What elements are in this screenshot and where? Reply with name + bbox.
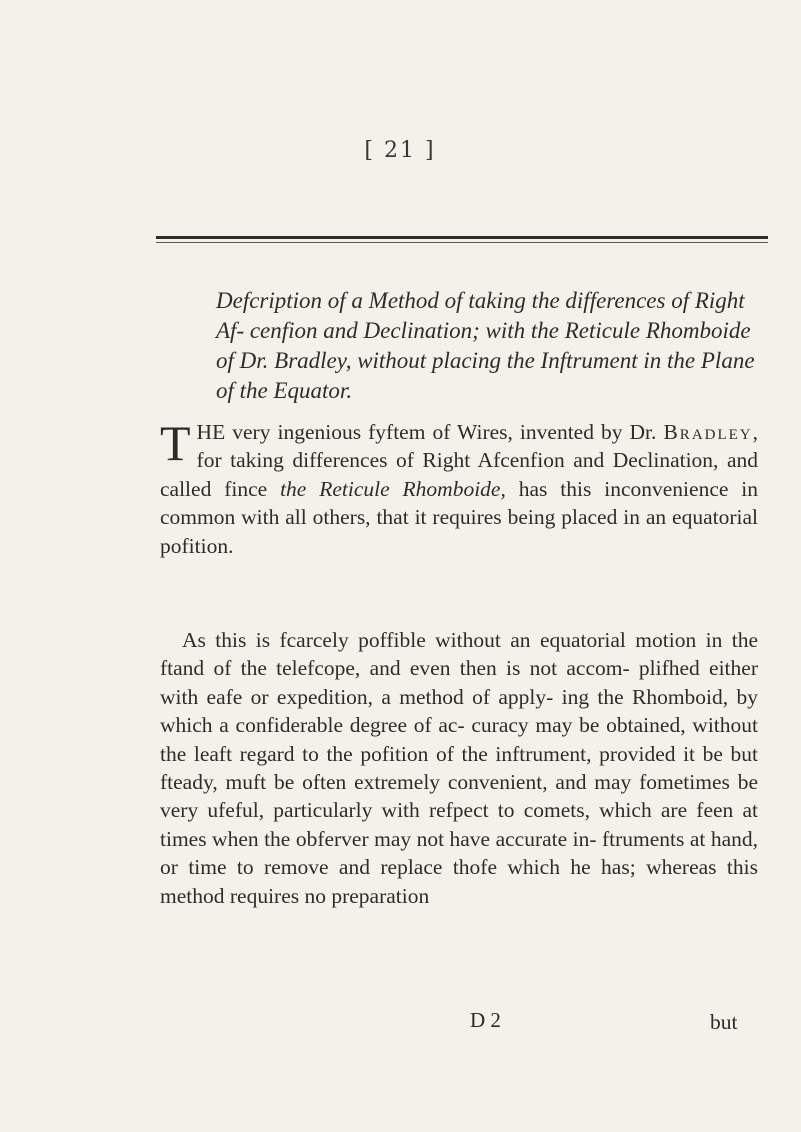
paragraph-2: As this is fcarcely poffible without an equatorial motion in the ftand of the telefcope, and even then is not accom- plifhed either with eafe or expedition, a method of apply- ing the Rhomboid, by which a confiderable degree of ac- curacy may be obtained, without the leaft regard to the pofition of the inftrument, provided it be but fteady, muft be often extremely convenient, and may fometimes be very ufeful, particularly with refpect to comets, which are feen at times when the obferver may not have accurate in- ftruments at hand, or time to remove and replace thofe which he has; whereas this method requires no preparation: [160, 628, 758, 908]
page-number: [ 21 ]: [364, 138, 436, 163]
p1-mid: , for taking differences of Right Afcenfion and Declination, and called fince: [160, 420, 759, 501]
header-rule: [156, 236, 768, 239]
p1-lead: HE very ingenious fyftem of Wires, invented by Dr.: [196, 420, 657, 444]
signature-mark: D 2: [470, 1008, 501, 1032]
drop-cap: T: [160, 415, 191, 471]
catchword: but: [710, 1010, 738, 1034]
header-rule-thin: [156, 242, 768, 243]
paragraph-1: [160, 415, 759, 560]
author-name: Bradley: [663, 420, 753, 444]
p1-italic: the Reticule Rhomboide,: [280, 476, 506, 501]
p1-tail: has this inconvenience in common with all others, that it requires being placed in an equatorial pofition.: [160, 476, 759, 558]
article-title: Defcription of a Method of taking the differences of Right Af- cenfion and Declination; with the Reticule Rhomboide of Dr. Bradley, without placing the Inftrument in the Plane of the Equator.: [216, 288, 755, 403]
